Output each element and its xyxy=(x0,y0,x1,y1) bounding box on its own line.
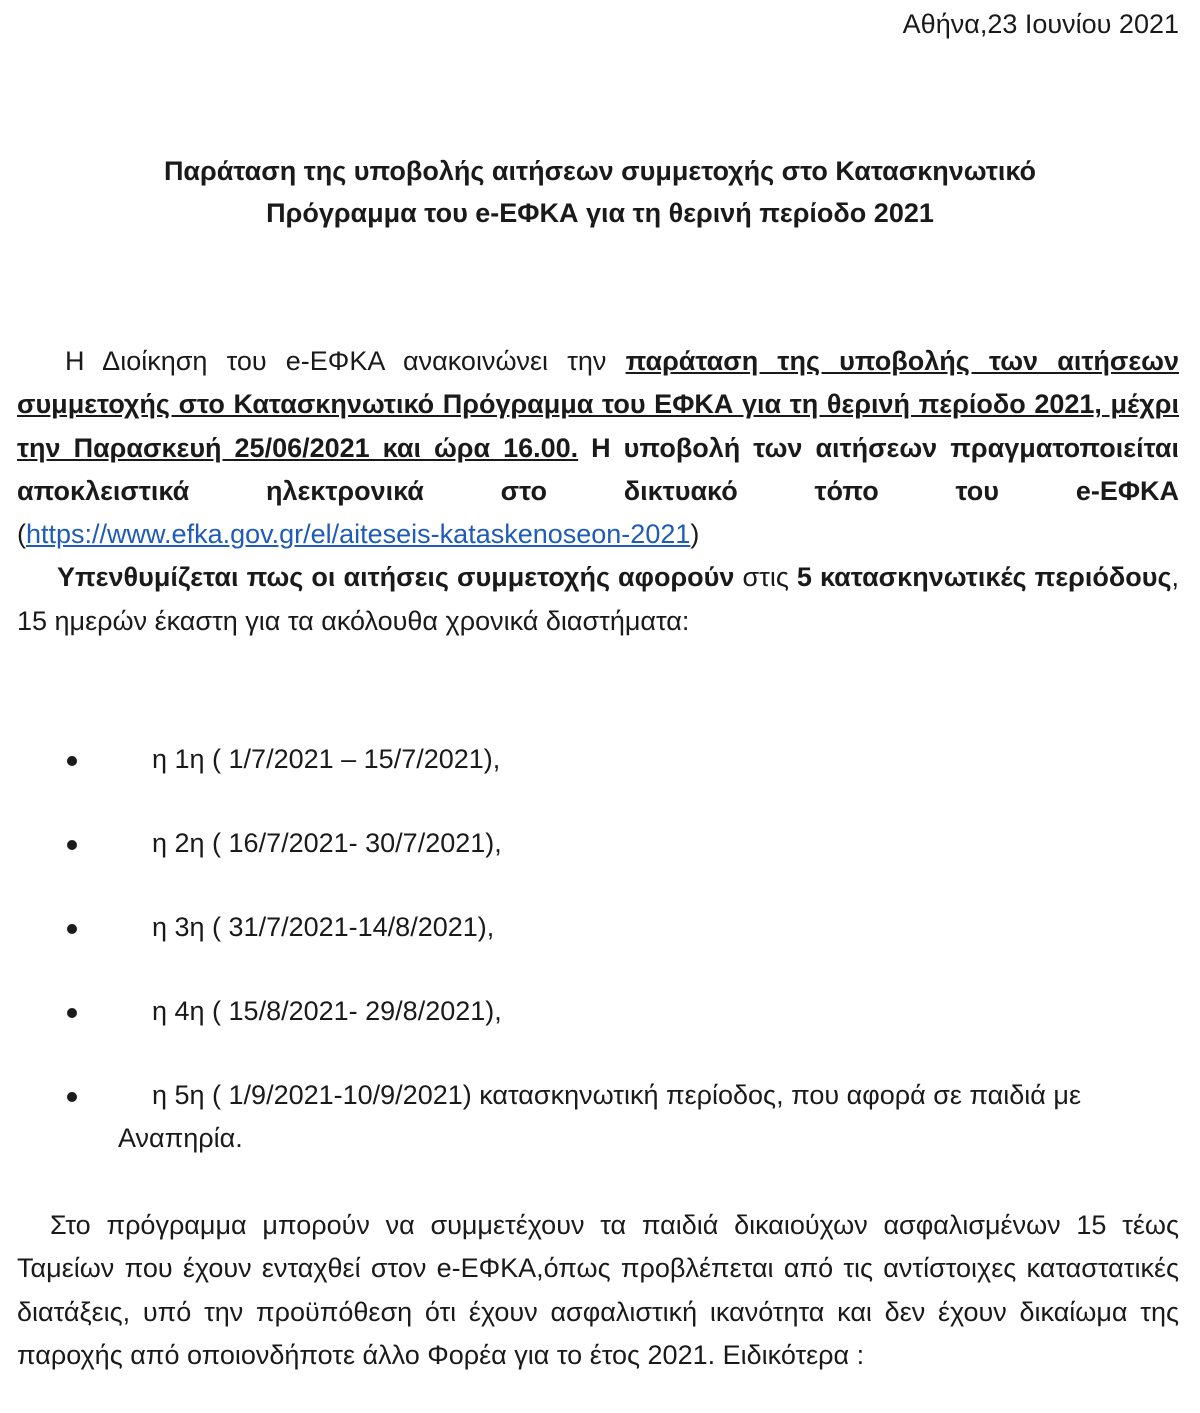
bullet-icon xyxy=(67,756,77,766)
bullet-icon xyxy=(67,1092,77,1102)
bullet-icon xyxy=(67,840,77,850)
list-item: η 1η ( 1/7/2021 – 15/7/2021), xyxy=(0,738,1118,781)
reminder-bold-periods: 5 κατασκηνωτικές περιόδους xyxy=(796,562,1172,593)
document-date: Αθήνα,23 Ιουνίου 2021 xyxy=(902,9,1179,39)
link-close-paren: ) xyxy=(690,519,700,550)
bullet-icon xyxy=(67,1008,77,1018)
announcement-paragraph xyxy=(17,340,1179,643)
camp-periods-list xyxy=(0,738,1200,1201)
link-open-paren: ( xyxy=(17,519,26,550)
eligibility-paragraph xyxy=(17,1204,1179,1377)
extension-emphasis: παράταση της υποβολής των αιτήσεων συμμετοχής στο Κατασκηνωτικό Πρόγραμμα του ΕΦΚΑ για τη θερινή περίοδο 2021, μέχρι την Παρασκευή 25/06/2021 και ώρα 16.00. xyxy=(17,346,1179,463)
reminder-bold: Υπενθυμίζεται πως οι αιτήσεις συμμετοχής αφορούν xyxy=(57,562,735,593)
intro-text: Η Διοίκηση του e-ΕΦΚΑ ανακοινώνει την xyxy=(65,346,626,376)
list-item: η 4η ( 15/8/2021- 29/8/2021), xyxy=(0,990,1118,1033)
document-title xyxy=(0,150,1200,234)
reminder-end: , 15 ημερών έκαστη για τα ακόλουθα χρονικά διαστήματα: xyxy=(17,562,1179,636)
submission-info: Η υποβολή των αιτήσεων πραγματοποιείται αποκλειστικά ηλεκτρονικά στο δικτυακό τόπο του e-ΕΦΚΑ xyxy=(17,432,1179,506)
list-item: η 2η ( 16/7/2021- 30/7/2021), xyxy=(0,822,1118,865)
efka-application-link[interactable]: https://www.efka.gov.gr/el/aiteseis-kataskenoseon-2021 xyxy=(26,519,691,550)
list-item: η 3η ( 31/7/2021-14/8/2021), xyxy=(0,906,1118,949)
bullet-icon xyxy=(67,924,77,934)
list-item: η 5η ( 1/9/2021-10/9/2021) κατασκηνωτική περίοδος, που αφορά σε παιδιά με Αναπηρία. xyxy=(0,1074,1118,1160)
reminder-mid: στις xyxy=(734,562,797,593)
title-line-1: Παράταση της υποβολής αιτήσεων συμμετοχής στο Κατασκηνωτικό xyxy=(163,156,1037,186)
eligibility-text: Στο πρόγραμμα μπορούν να συμμετέχουν τα παιδιά δικαιούχων ασφαλισμένων 15 τέως Ταμείων που έχουν ενταχθεί στον e-ΕΦΚΑ,όπως προβλέπεται από τις αντίστοιχες καταστατικές διατάξεις, υπό την προϋπόθεση ότι έχουν ασφαλιστική ικανότητα και δεν έχουν δικαίωμα της παροχής από οποιονδήποτε άλλο Φορέα για το έτος 2021. Ειδικότερα : xyxy=(17,1210,1179,1370)
title-line-2: Πρόγραμμα του e-ΕΦΚΑ για τη θερινή περίοδο 2021 xyxy=(266,198,934,228)
